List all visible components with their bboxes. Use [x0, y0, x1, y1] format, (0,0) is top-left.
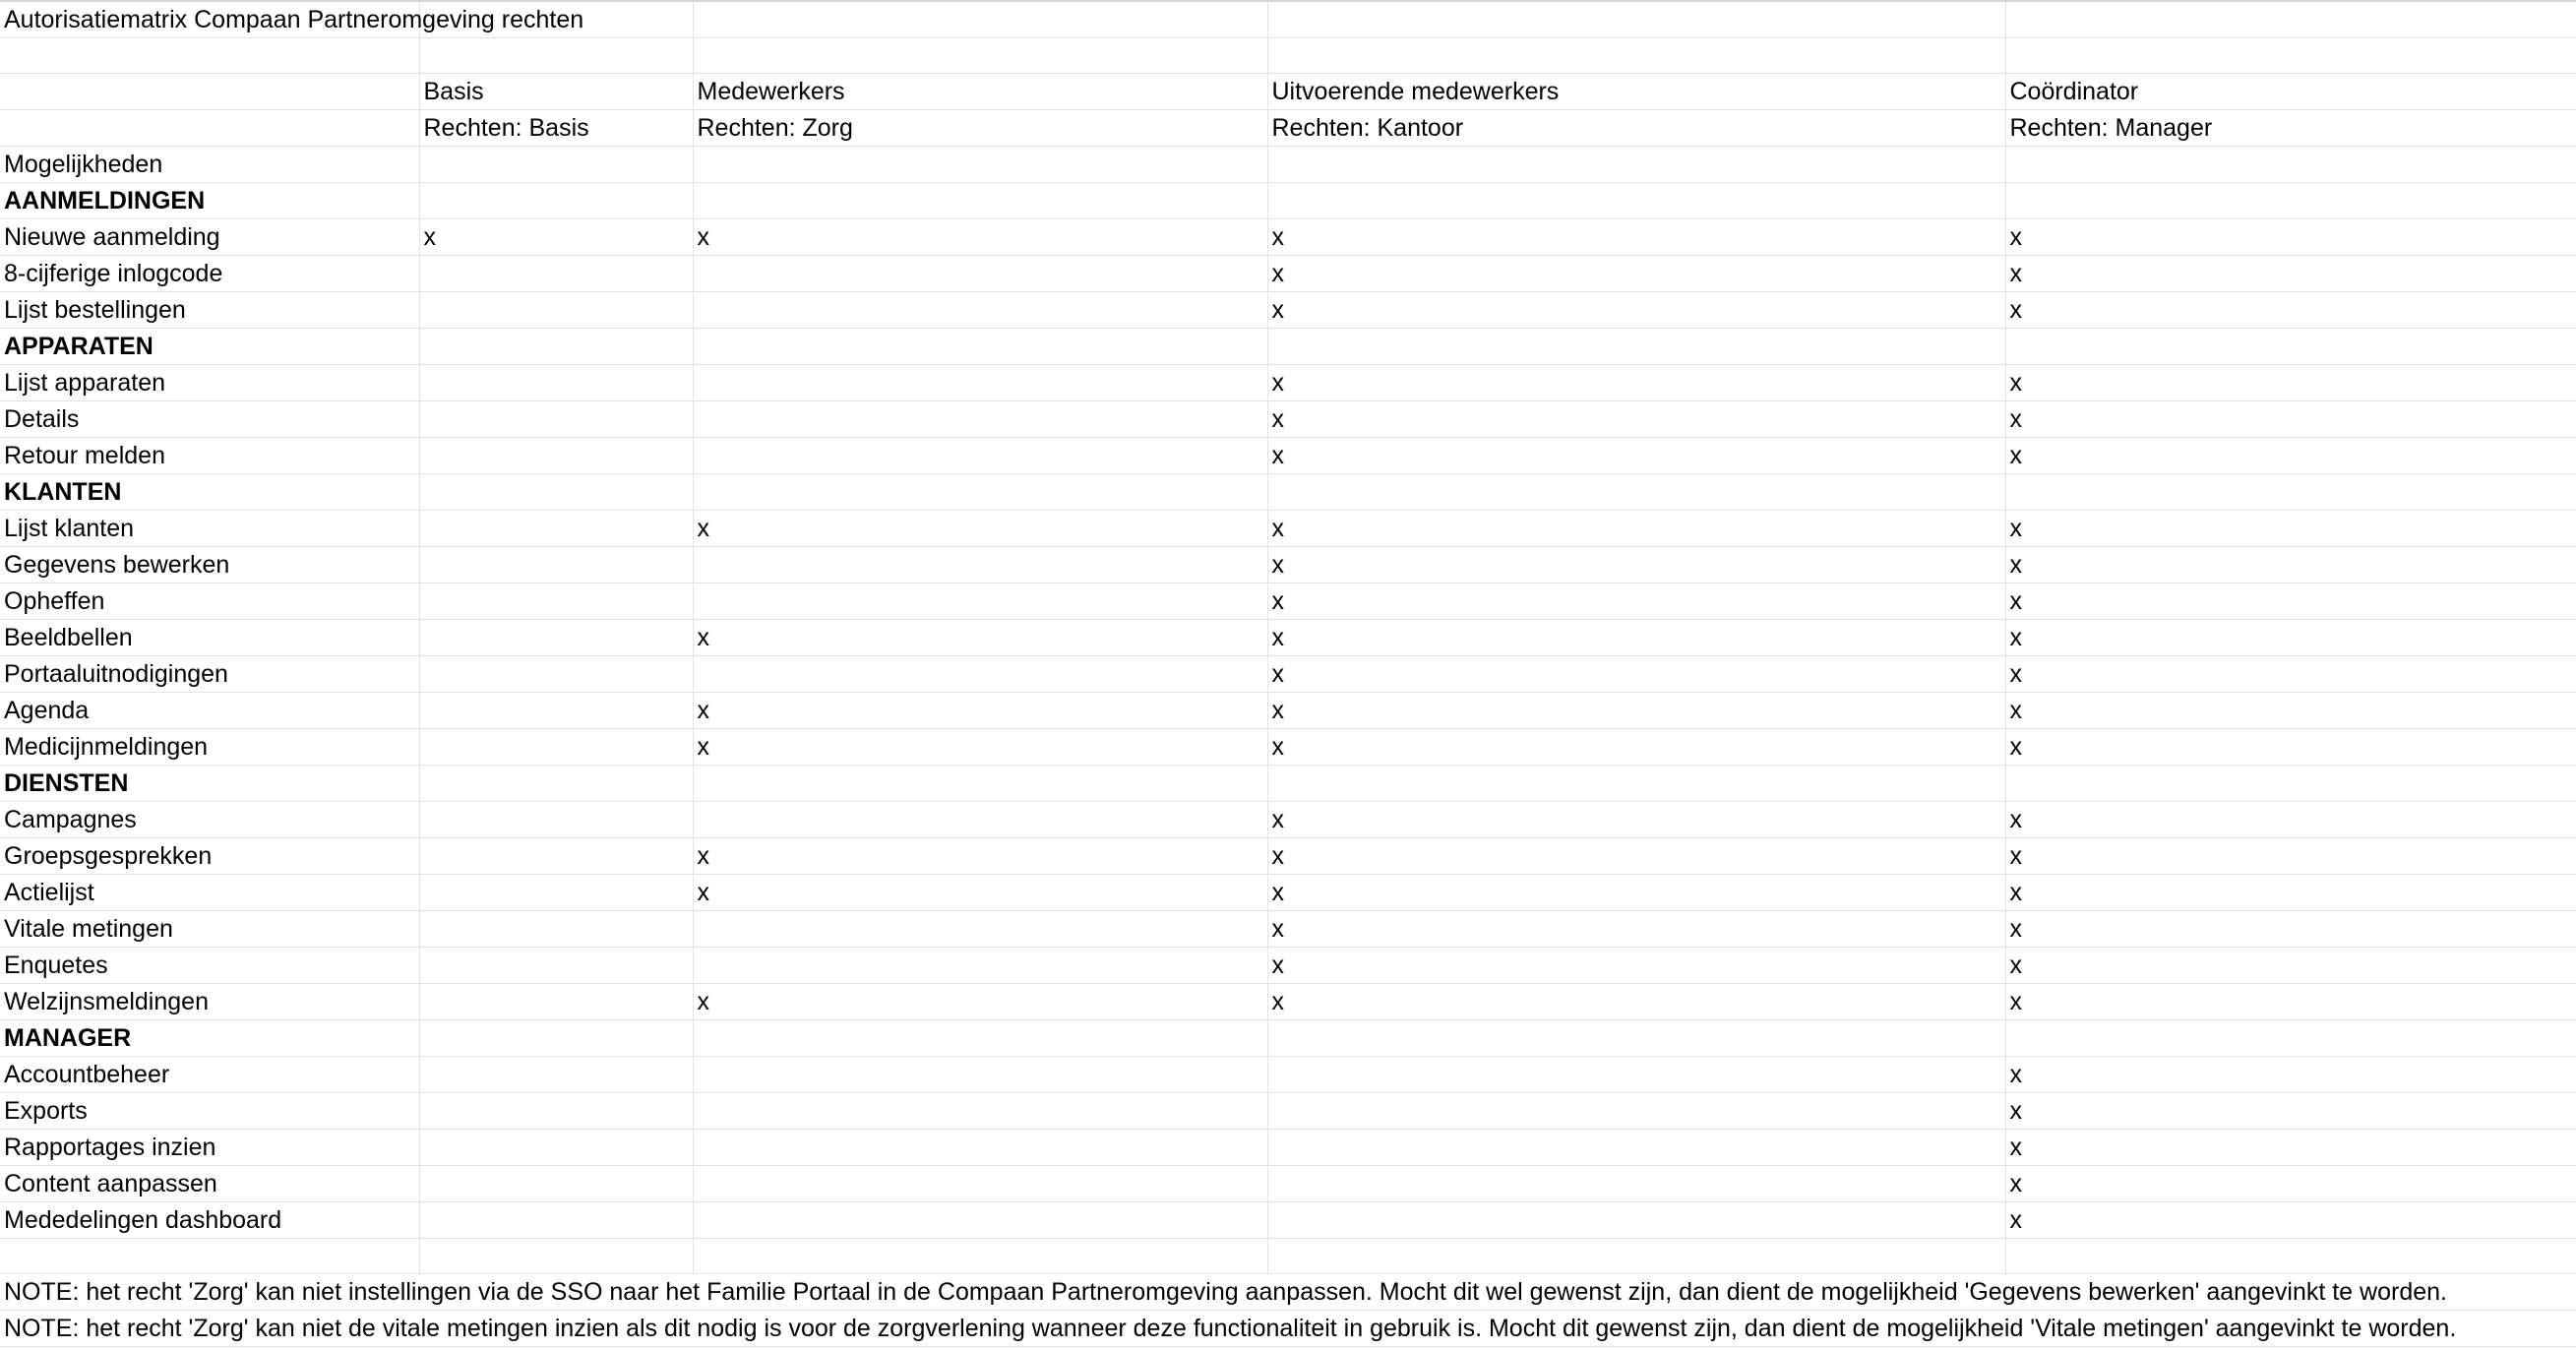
cell[interactable] [693, 38, 1267, 74]
section-header-row [0, 329, 2576, 365]
cell[interactable] [419, 766, 693, 802]
permission-mark[interactable]: x [2005, 1202, 2576, 1239]
capability-row [0, 547, 2576, 583]
permission-mark[interactable] [419, 838, 693, 875]
permission-mark[interactable]: x [2005, 1130, 2576, 1166]
cell[interactable] [419, 183, 693, 219]
permission-mark[interactable] [419, 693, 693, 729]
capabilities-label-row [0, 147, 2576, 183]
permission-mark[interactable]: x [2005, 656, 2576, 693]
permission-mark[interactable]: x [2005, 693, 2576, 729]
capability-label[interactable]: Mededelingen dashboard [0, 1202, 419, 1239]
cell[interactable] [0, 74, 419, 110]
permission-mark[interactable]: x [693, 838, 1267, 875]
cell[interactable] [419, 1020, 693, 1057]
capability-label[interactable]: Actielijst [0, 875, 419, 911]
capability-row [0, 292, 2576, 329]
cell[interactable] [0, 110, 419, 147]
permission-mark[interactable]: x [1267, 219, 2005, 256]
permission-mark[interactable] [693, 547, 1267, 583]
permission-mark[interactable]: x [1267, 438, 2005, 474]
cell[interactable] [1267, 329, 2005, 365]
sheet-title[interactable]: Autorisatiematrix Compaan Partneromgeving rechten [0, 1, 419, 38]
cell[interactable] [2005, 474, 2576, 511]
capability-label[interactable]: Enquetes [0, 948, 419, 984]
cell[interactable] [1267, 38, 2005, 74]
permission-mark[interactable] [1267, 1057, 2005, 1093]
capability-row [0, 365, 2576, 401]
capability-row [0, 1202, 2576, 1239]
permission-mark[interactable]: x [1267, 547, 2005, 583]
capability-label[interactable]: Medicijnmeldingen [0, 729, 419, 766]
capability-row [0, 219, 2576, 256]
permission-mark[interactable] [419, 620, 693, 656]
capability-row [0, 401, 2576, 438]
capability-row [0, 1130, 2576, 1166]
permission-mark[interactable] [693, 292, 1267, 329]
permission-mark[interactable] [419, 438, 693, 474]
section-header[interactable]: MANAGER [0, 1020, 419, 1057]
permission-mark[interactable]: x [2005, 1093, 2576, 1130]
permission-mark[interactable]: x [693, 620, 1267, 656]
permission-mark[interactable] [419, 365, 693, 401]
cell[interactable] [693, 183, 1267, 219]
cell[interactable] [693, 1239, 1267, 1274]
cell[interactable] [419, 147, 693, 183]
permission-mark[interactable]: x [1267, 984, 2005, 1020]
capability-label[interactable]: Exports [0, 1093, 419, 1130]
role-header-row [0, 74, 2576, 110]
role-header-medewerkers[interactable]: Medewerkers [693, 74, 1267, 110]
cell[interactable] [2005, 1, 2576, 38]
permission-mark[interactable] [419, 1202, 693, 1239]
permission-mark[interactable] [693, 256, 1267, 292]
note-text[interactable]: NOTE: het recht 'Zorg' kan niet de vitale metingen inzien als dit nodig is voor de zorgverlening wanneer deze functionaliteit in gebruik is. Mocht dit gewenst zijn, dan dient de mogelijkheid 'Vitale metingen' aangevinkt te worden. [0, 1311, 419, 1347]
permission-mark[interactable] [419, 511, 693, 547]
cell[interactable] [693, 329, 1267, 365]
cell[interactable] [2005, 1239, 2576, 1274]
cell[interactable] [2005, 183, 2576, 219]
role-header-basis[interactable]: Basis [419, 74, 693, 110]
empty-row [0, 1239, 2576, 1274]
capability-row [0, 656, 2576, 693]
cell[interactable] [693, 474, 1267, 511]
capability-label[interactable]: Nieuwe aanmelding [0, 219, 419, 256]
cell[interactable] [2005, 1020, 2576, 1057]
capability-label[interactable]: Lijst bestellingen [0, 292, 419, 329]
permission-mark[interactable] [419, 911, 693, 948]
permission-mark[interactable] [419, 547, 693, 583]
permission-mark[interactable]: x [2005, 365, 2576, 401]
permission-mark[interactable]: x [2005, 838, 2576, 875]
cell[interactable] [2005, 147, 2576, 183]
permission-mark[interactable]: x [1267, 802, 2005, 838]
cell[interactable] [419, 474, 693, 511]
permission-mark[interactable]: x [1267, 256, 2005, 292]
cell[interactable] [0, 38, 419, 74]
cell[interactable] [1267, 1239, 2005, 1274]
permission-mark[interactable]: x [1267, 365, 2005, 401]
section-header[interactable]: DIENSTEN [0, 766, 419, 802]
title-row [0, 1, 2576, 38]
permission-mark[interactable] [693, 1057, 1267, 1093]
permission-mark[interactable]: x [693, 875, 1267, 911]
cell[interactable] [693, 147, 1267, 183]
rights-kantoor[interactable]: Rechten: Kantoor [1267, 110, 2005, 147]
permission-mark[interactable] [693, 1202, 1267, 1239]
permission-mark[interactable] [419, 256, 693, 292]
section-header-row [0, 183, 2576, 219]
permission-mark[interactable] [419, 1057, 693, 1093]
permission-mark[interactable]: x [1267, 875, 2005, 911]
permission-mark[interactable]: x [1267, 401, 2005, 438]
permission-mark[interactable]: x [1267, 693, 2005, 729]
capability-row [0, 984, 2576, 1020]
role-header-coordinator[interactable]: Coördinator [2005, 74, 2576, 110]
section-header-row [0, 474, 2576, 511]
permission-mark[interactable]: x [1267, 838, 2005, 875]
permission-mark[interactable] [693, 401, 1267, 438]
capability-label[interactable]: Opheffen [0, 583, 419, 620]
rights-basis[interactable]: Rechten: Basis [419, 110, 693, 147]
permission-mark[interactable] [419, 802, 693, 838]
permission-mark[interactable]: x [2005, 401, 2576, 438]
capability-label[interactable]: Welzijnsmeldingen [0, 984, 419, 1020]
capability-label[interactable]: Retour melden [0, 438, 419, 474]
capabilities-label[interactable]: Mogelijkheden [0, 147, 419, 183]
capability-row [0, 911, 2576, 948]
capability-row [0, 1166, 2576, 1202]
permission-mark[interactable] [693, 911, 1267, 948]
permission-mark[interactable]: x [2005, 1166, 2576, 1202]
permission-mark[interactable] [693, 948, 1267, 984]
permission-mark[interactable] [419, 875, 693, 911]
cell[interactable] [693, 1020, 1267, 1057]
capability-label[interactable]: Lijst klanten [0, 511, 419, 547]
capability-row [0, 511, 2576, 547]
capability-label[interactable]: Gegevens bewerken [0, 547, 419, 583]
permission-mark[interactable]: x [2005, 292, 2576, 329]
permission-mark[interactable]: x [2005, 729, 2576, 766]
permission-mark[interactable] [419, 1130, 693, 1166]
capability-label[interactable]: Beeldbellen [0, 620, 419, 656]
capability-row [0, 693, 2576, 729]
rights-manager[interactable]: Rechten: Manager [2005, 110, 2576, 147]
section-header[interactable]: APPARATEN [0, 329, 419, 365]
permission-mark[interactable] [1267, 1093, 2005, 1130]
permission-mark[interactable]: x [419, 219, 693, 256]
capability-row [0, 1093, 2576, 1130]
permission-mark[interactable]: x [1267, 911, 2005, 948]
cell[interactable] [1267, 766, 2005, 802]
note-row [0, 1311, 2576, 1347]
cell[interactable] [419, 1239, 693, 1274]
capability-row [0, 875, 2576, 911]
permission-mark[interactable]: x [2005, 256, 2576, 292]
cell[interactable] [1267, 474, 2005, 511]
permission-mark[interactable] [419, 1166, 693, 1202]
rights-zorg[interactable]: Rechten: Zorg [693, 110, 1267, 147]
permission-mark[interactable]: x [693, 984, 1267, 1020]
capability-label[interactable]: Agenda [0, 693, 419, 729]
cell[interactable] [693, 1, 1267, 38]
rights-header-row [0, 110, 2576, 147]
permission-mark[interactable]: x [2005, 802, 2576, 838]
cell[interactable] [1267, 147, 2005, 183]
permission-mark[interactable]: x [2005, 547, 2576, 583]
permission-mark[interactable]: x [2005, 219, 2576, 256]
role-header-uitvoerende-medewerkers[interactable]: Uitvoerende medewerkers [1267, 74, 2005, 110]
permission-mark[interactable]: x [1267, 292, 2005, 329]
cell[interactable] [1267, 1020, 2005, 1057]
permission-mark[interactable]: x [2005, 948, 2576, 984]
permission-mark[interactable]: x [1267, 511, 2005, 547]
permission-mark[interactable] [693, 1166, 1267, 1202]
section-header-row [0, 766, 2576, 802]
permission-mark[interactable]: x [2005, 1057, 2576, 1093]
section-header-row [0, 1020, 2576, 1057]
permission-mark[interactable]: x [2005, 984, 2576, 1020]
capability-label[interactable]: Vitale metingen [0, 911, 419, 948]
capability-label[interactable]: Details [0, 401, 419, 438]
permission-mark[interactable]: x [2005, 438, 2576, 474]
permission-mark[interactable] [419, 292, 693, 329]
spreadsheet-body [0, 1, 2576, 1347]
capability-row [0, 729, 2576, 766]
cell[interactable] [693, 766, 1267, 802]
note-row [0, 1274, 2576, 1311]
permission-mark[interactable]: x [2005, 875, 2576, 911]
permission-mark[interactable]: x [693, 511, 1267, 547]
capability-label[interactable]: 8-cijferige inlogcode [0, 256, 419, 292]
capability-row [0, 1057, 2576, 1093]
permission-mark[interactable]: x [1267, 729, 2005, 766]
capability-row [0, 948, 2576, 984]
permission-mark[interactable] [419, 948, 693, 984]
permission-mark[interactable]: x [2005, 911, 2576, 948]
permission-mark[interactable]: x [2005, 511, 2576, 547]
cell[interactable] [2005, 766, 2576, 802]
empty-row [0, 38, 2576, 74]
capability-label[interactable]: Content aanpassen [0, 1166, 419, 1202]
permission-mark[interactable] [419, 583, 693, 620]
permission-mark[interactable] [693, 1093, 1267, 1130]
permission-mark[interactable]: x [693, 219, 1267, 256]
permission-mark[interactable] [1267, 1202, 2005, 1239]
permission-mark[interactable] [419, 984, 693, 1020]
permission-mark[interactable] [693, 583, 1267, 620]
cell[interactable] [2005, 38, 2576, 74]
capability-row [0, 583, 2576, 620]
cell[interactable] [1267, 1, 2005, 38]
permission-mark[interactable]: x [1267, 620, 2005, 656]
permission-mark[interactable] [693, 656, 1267, 693]
permission-mark[interactable]: x [2005, 583, 2576, 620]
capability-label[interactable]: Groepsgesprekken [0, 838, 419, 875]
permission-mark[interactable] [419, 729, 693, 766]
permission-mark[interactable] [419, 401, 693, 438]
permission-mark[interactable]: x [1267, 948, 2005, 984]
permission-mark[interactable]: x [693, 693, 1267, 729]
permission-mark[interactable]: x [1267, 656, 2005, 693]
permission-mark[interactable] [419, 656, 693, 693]
capability-row [0, 802, 2576, 838]
capability-row [0, 438, 2576, 474]
permission-mark[interactable] [693, 1130, 1267, 1166]
capability-label[interactable]: Rapportages inzien [0, 1130, 419, 1166]
permission-mark[interactable] [419, 1093, 693, 1130]
permission-mark[interactable] [693, 438, 1267, 474]
permission-mark[interactable]: x [1267, 583, 2005, 620]
permission-mark[interactable] [1267, 1130, 2005, 1166]
permission-mark[interactable] [693, 365, 1267, 401]
capability-row [0, 838, 2576, 875]
cell[interactable] [0, 1239, 419, 1274]
capability-label[interactable]: Campagnes [0, 802, 419, 838]
section-header[interactable]: AANMELDINGEN [0, 183, 419, 219]
capability-label[interactable]: Accountbeheer [0, 1057, 419, 1093]
note-text[interactable]: NOTE: het recht 'Zorg' kan niet instellingen via de SSO naar het Familie Portaal in de Compaan Partneromgeving aanpassen. Mocht dit wel gewenst zijn, dan dient de mogelijkheid 'Gegevens bewerken' aangevinkt te worden. [0, 1274, 419, 1311]
capability-row [0, 256, 2576, 292]
cell[interactable] [1267, 183, 2005, 219]
cell[interactable] [419, 38, 693, 74]
permission-mark[interactable] [693, 802, 1267, 838]
capability-label[interactable]: Lijst apparaten [0, 365, 419, 401]
capability-label[interactable]: Portaaluitnodigingen [0, 656, 419, 693]
permission-mark[interactable]: x [2005, 620, 2576, 656]
permission-mark[interactable] [1267, 1166, 2005, 1202]
permission-mark[interactable]: x [693, 729, 1267, 766]
cell[interactable] [2005, 329, 2576, 365]
capability-row [0, 620, 2576, 656]
cell[interactable] [419, 329, 693, 365]
section-header[interactable]: KLANTEN [0, 474, 419, 511]
